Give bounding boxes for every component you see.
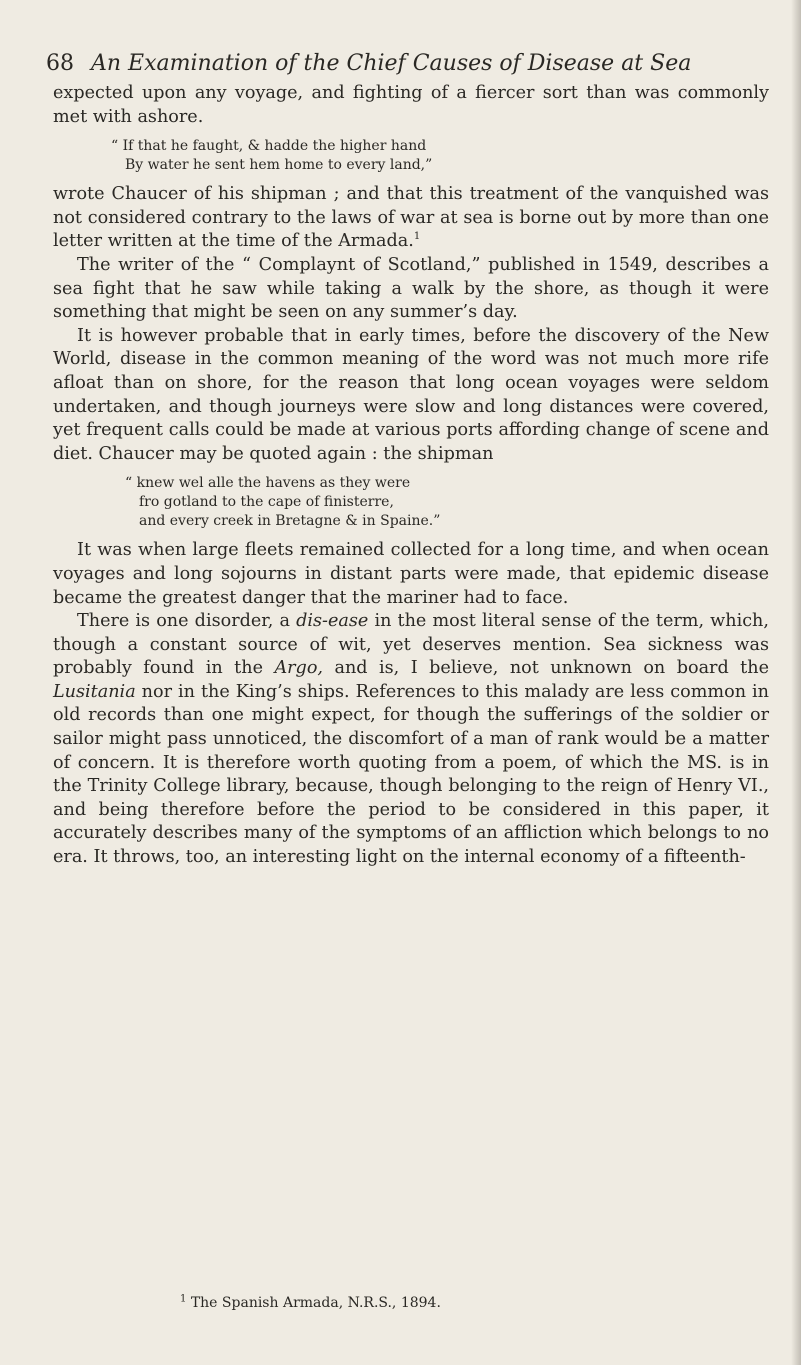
italic-ship-name: Argo, xyxy=(274,658,324,679)
quote-line: By water he sent hem home to every land,” xyxy=(125,157,433,174)
paragraph-3: The writer of the “ Complaynt of Scotland,” published in 1549, describes a sea fight that he saw while taking a walk by the shore, as though it were something that might be seen on any summer’s day. xyxy=(53,254,769,323)
text-run: There is one disorder, a xyxy=(77,611,297,632)
footnote-ref: 1 xyxy=(413,231,421,243)
footnote xyxy=(180,1294,780,1312)
running-title: An Examination of the Chief Causes of Disease at Sea xyxy=(91,51,692,76)
quote-line: fro gotland to the cape of finisterre, xyxy=(139,494,394,511)
footnote-marker: 1 xyxy=(180,1293,187,1305)
quote-line: and every creek in Bretagne & in Spaine.” xyxy=(139,513,441,530)
paragraph-5: It was when large fleets remained collected for a long time, and when ocean voyages and long sojourns in distant parts were made, that epidemic disease became the greatest danger that the mariner had to face. xyxy=(53,540,769,608)
italic-term: dis-ease xyxy=(296,611,369,632)
paragraph-6 xyxy=(53,610,769,870)
paragraph-1: expected upon any voyage, and fighting of a fiercer sort than was commonly met with ashore. xyxy=(53,83,769,127)
block-quote-1 xyxy=(53,137,769,175)
block-quote-2 xyxy=(53,474,769,531)
text-run: nor in the King’s ships. References to this malady are less common in old records than one might expect, for though the sufferings of the soldier or sailor might pass unnoticed, the discomfort of a man of rank would be a matter of concern. It is therefore worth quoting from a poem, of which the MS. is in the Trinity College library, because, though belonging to the reign of Henry VI., and being therefore before the period to be considered in this paper, it accurately describes many of the symptoms of an affliction which belongs to no era. It throws, too, an interesting light on the internal economy of a fifteenth- xyxy=(53,681,769,868)
italic-ship-name: Lusitania xyxy=(53,681,136,702)
running-header xyxy=(46,50,766,78)
footnote-text: The Spanish Armada, N.R.S., 1894. xyxy=(190,1295,441,1311)
quote-line: “ knew wel alle the havens as they were xyxy=(125,475,411,492)
paragraph-2 xyxy=(53,183,769,254)
text-run: and is, I believe, not unknown on board the xyxy=(323,658,769,679)
body-text xyxy=(53,82,769,870)
paragraph-2-text: wrote Chaucer of his shipman ; and that this treatment of the vanquished was not considered contrary to the laws of war at sea is borne out by more than one letter written at the time of the Armada. xyxy=(53,184,769,252)
text-run: in the most literal sense of the term, which, though a constant source of wit, yet deserves mention. Sea sickness was probably found in the xyxy=(53,611,769,679)
page-number: 68 xyxy=(46,51,74,76)
quote-line: “ If that he faught, & hadde the higher hand xyxy=(111,138,427,155)
paragraph-4: It is however probable that in early times, before the discovery of the New World, disease in the common meaning of the word was not much more rife afloat than on shore, for the reason that long ocean voyages were seldom undertaken, and though journeys were slow and long distances were covered, yet frequent calls could be made at various ports affording change of scene and diet. Chaucer may be quoted again : the shipman xyxy=(53,325,769,464)
page-edge-shadow xyxy=(791,0,801,1365)
